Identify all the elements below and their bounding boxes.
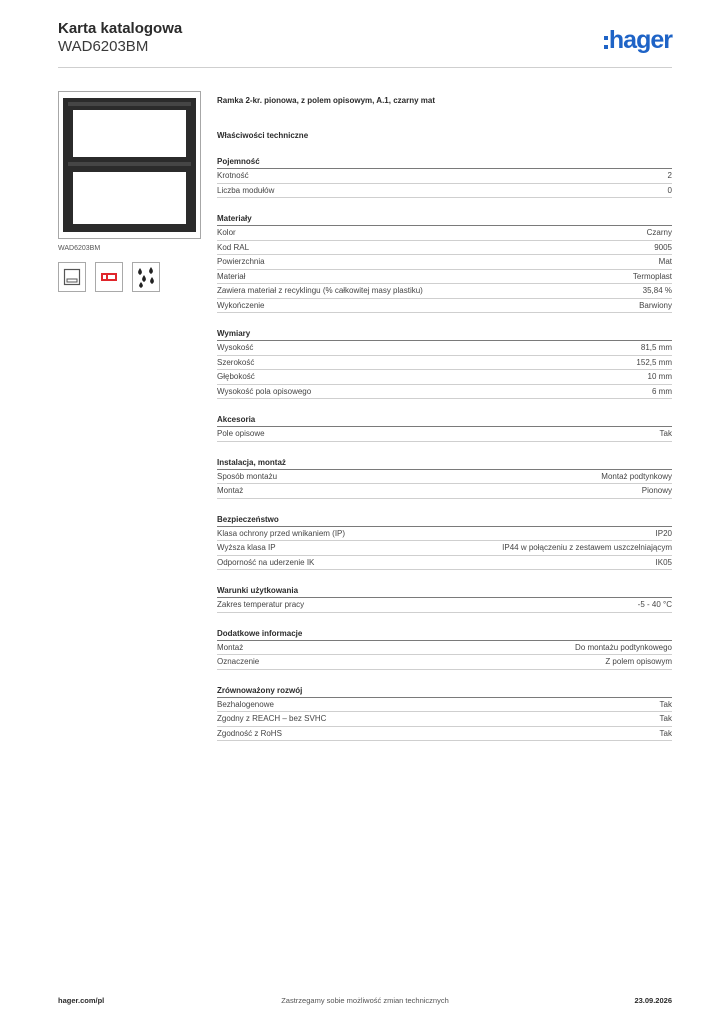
spec-value: Tak: [659, 728, 672, 738]
hager-logo[interactable]: [604, 28, 672, 53]
logo-text: hager: [608, 26, 672, 54]
spec-label: Liczba modułów: [217, 185, 275, 195]
spec-value: Termoplast: [632, 271, 672, 281]
spec-row: [217, 169, 672, 184]
spec-value: 81,5 mm: [640, 343, 672, 353]
spec-value: 0: [667, 185, 672, 195]
spec-value: Tak: [659, 714, 672, 724]
spec-section: [217, 414, 672, 442]
footer-disclaimer: Zastrzegamy sobie możliwość zmian technicznych: [281, 996, 449, 1005]
spec-row: [217, 527, 672, 542]
document-title: Karta katalogowa: [58, 20, 183, 37]
spec-label: Bezhalogenowe: [217, 699, 274, 709]
spec-section-title: Instalacja, montaż: [217, 457, 672, 470]
spec-section: [217, 628, 672, 670]
double-frame-image: [59, 92, 200, 238]
spec-value: 10 mm: [647, 372, 672, 382]
spec-row: [217, 284, 672, 299]
spec-section-title: Materiały: [217, 213, 672, 226]
spec-value: Montaż podtynkowy: [601, 471, 672, 481]
spec-value: 152,5 mm: [636, 357, 672, 367]
spec-section: [217, 585, 672, 613]
spec-row: [217, 255, 672, 270]
spec-value: Czarny: [646, 228, 672, 238]
spec-label: Wysokość pola opisowego: [217, 386, 312, 396]
spec-label: Montaż: [217, 642, 244, 652]
technical-properties-heading: Właściwości techniczne: [217, 131, 309, 140]
spec-row: [217, 184, 672, 199]
spec-value: -5 - 40 °C: [637, 600, 672, 610]
spec-row: [217, 299, 672, 314]
spec-value: IP44 w połączeniu z zestawem uszczelniającym: [502, 543, 672, 553]
spec-row: [217, 270, 672, 285]
spec-label: Odporność na uderzenie IK: [217, 557, 315, 567]
spec-section-title: Dodatkowe informacje: [217, 628, 672, 641]
page-header: [58, 20, 672, 68]
spec-value: Tak: [659, 699, 672, 709]
spec-value: Z polem opisowym: [605, 657, 672, 667]
spec-row: [217, 641, 672, 656]
ip-rating-icon: [95, 262, 123, 292]
page-footer: [58, 996, 672, 1010]
spec-value: 2: [667, 171, 672, 181]
spec-section: [217, 213, 672, 313]
spec-section: [217, 685, 672, 742]
spec-value: IP20: [655, 528, 672, 538]
spec-section-title: Pojemność: [217, 156, 672, 169]
product-image-label: WAD6203BM: [58, 245, 101, 252]
spec-row: [217, 698, 672, 713]
spec-section-title: Wymiary: [217, 328, 672, 341]
product-image: [58, 91, 201, 239]
spec-row: [217, 655, 672, 670]
spec-value: Pionowy: [641, 486, 672, 496]
spec-label: Oznaczenie: [217, 657, 260, 667]
spec-row: [217, 598, 672, 613]
spec-row: [217, 385, 672, 400]
spec-label: Sposób montażu: [217, 471, 278, 481]
logo-colon-icon: [604, 36, 608, 49]
spec-value: Mat: [658, 257, 672, 267]
spec-label: Głębokość: [217, 372, 255, 382]
spec-value: IK05: [655, 557, 672, 567]
spec-label: Kolor: [217, 228, 236, 238]
spec-section: [217, 514, 672, 571]
spec-row: [217, 541, 672, 556]
installation-box-icon: [58, 262, 86, 292]
spec-label: Wyższa klasa IP: [217, 543, 276, 553]
spec-label: Zgodny z REACH – bez SVHC: [217, 714, 327, 724]
specification-content: [217, 95, 672, 741]
spec-label: Krotność: [217, 171, 249, 181]
spec-row: [217, 484, 672, 499]
spec-value: Tak: [659, 429, 672, 439]
spec-value: Barwiony: [639, 300, 672, 310]
spec-label: Zakres temperatur pracy: [217, 600, 305, 610]
spec-section-title: Akcesoria: [217, 414, 672, 427]
spec-row: [217, 370, 672, 385]
certification-icons: [58, 262, 160, 292]
spec-row: [217, 427, 672, 442]
water-drops-icon: [132, 262, 160, 292]
spec-row: [217, 341, 672, 356]
spec-section-title: Bezpieczeństwo: [217, 514, 672, 527]
spec-label: Powierzchnia: [217, 257, 265, 267]
spec-value: 9005: [654, 242, 672, 252]
spec-label: Zawiera materiał z recyklingu (% całkowitej masy plastiku): [217, 286, 423, 296]
spec-value: Do montażu podtynkowego: [575, 642, 672, 652]
spec-label: Szerokość: [217, 357, 255, 367]
spec-label: Wysokość: [217, 343, 254, 353]
spec-row: [217, 470, 672, 485]
spec-value: 35,84 %: [642, 286, 672, 296]
product-code: WAD6203BM: [58, 38, 149, 55]
spec-section-title: Warunki użytkowania: [217, 585, 672, 598]
product-description: Ramka 2-kr. pionowa, z polem opisowym, A.1, czarny mat: [217, 96, 435, 105]
spec-row: [217, 241, 672, 256]
spec-section: [217, 328, 672, 399]
spec-section: [217, 156, 672, 198]
spec-row: [217, 226, 672, 241]
spec-section-title: Zrównoważony rozwój: [217, 685, 672, 698]
spec-label: Materiał: [217, 271, 246, 281]
spec-value: 6 mm: [652, 386, 672, 396]
spec-label: Kod RAL: [217, 242, 250, 252]
spec-row: [217, 712, 672, 727]
spec-row: [217, 727, 672, 742]
spec-label: Pole opisowe: [217, 429, 265, 439]
footer-date: 23.09.2026: [634, 996, 672, 1005]
spec-section: [217, 457, 672, 499]
specification-sections: [217, 156, 672, 741]
footer-website-link[interactable]: hager.com/pl: [58, 996, 105, 1005]
spec-label: Klasa ochrony przed wnikaniem (IP): [217, 528, 346, 538]
spec-label: Montaż: [217, 486, 244, 496]
spec-row: [217, 356, 672, 371]
spec-label: Zgodność z RoHS: [217, 728, 282, 738]
spec-row: [217, 556, 672, 571]
spec-label: Wykończenie: [217, 300, 265, 310]
